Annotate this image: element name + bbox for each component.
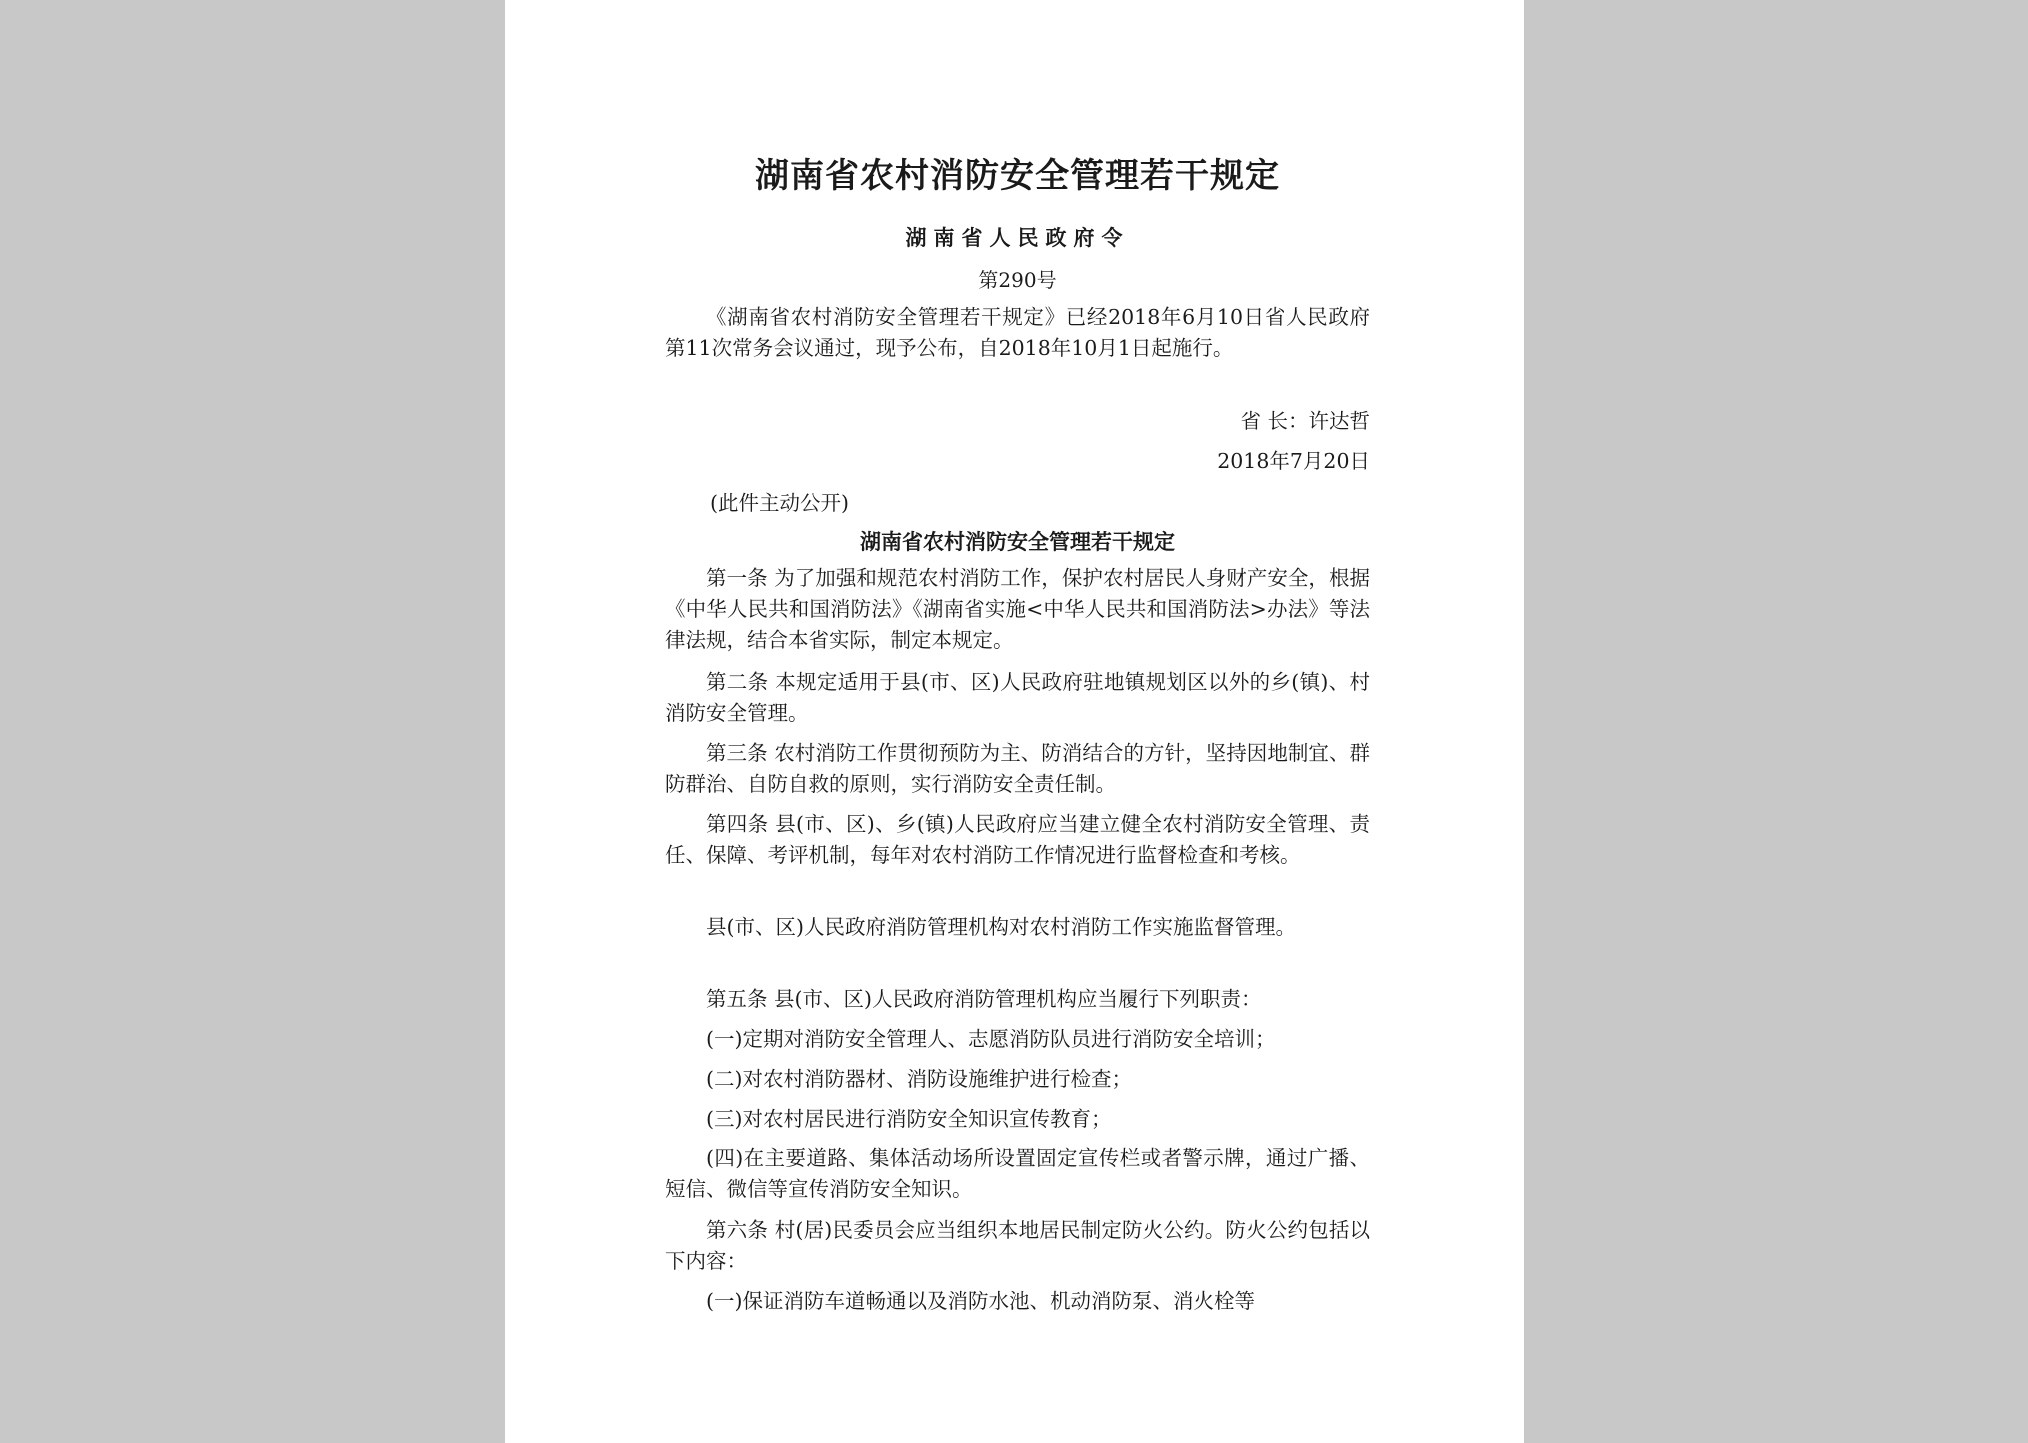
disclosure-note: (此件主动公开)	[710, 491, 849, 515]
governor-signature: 省 长：许达哲	[1240, 409, 1370, 433]
document-page	[505, 0, 1524, 1443]
article-1: 第一条 为了加强和规范农村消防工作，保护农村居民人身财产安全，根据《中华人民共和国消防法》《湖南省实施<中华人民共和国消防法>办法》等法律法规，结合本省实际，制定本规定。	[665, 566, 1370, 652]
article-5-item-4: (四)在主要道路、集体活动场所设置固定宣传栏或者警示牌，通过广播、短信、微信等宣传消防安全知识。	[665, 1146, 1370, 1201]
document-title: 湖南省农村消防安全管理若干规定	[755, 156, 1280, 196]
article-5-item-1: (一)定期对消防安全管理人、志愿消防队员进行消防安全培训；	[706, 1027, 1276, 1051]
article-2: 第二条 本规定适用于县(市、区)人民政府驻地镇规划区以外的乡(镇)、村消防安全管理。	[665, 670, 1370, 725]
article-5-item-2: (二)对农村消防器材、消防设施维护进行检查；	[706, 1067, 1132, 1091]
article-5-item-3: (三)对农村居民进行消防安全知识宣传教育；	[706, 1107, 1112, 1131]
promulgation-paragraph: 《湖南省农村消防安全管理若干规定》已经2018年6月10日省人民政府第11次常务会议通过，现予公布，自2018年10月1日起施行。	[665, 305, 1370, 360]
decree-issuer: 湖南省人民政府令	[905, 225, 1130, 250]
article-5: 第五条 县(市、区)人民政府消防管理机构应当履行下列职责：	[706, 987, 1262, 1011]
article-6-item-1: (一)保证消防车道畅通以及消防水池、机动消防泵、消火栓等	[706, 1289, 1255, 1313]
article-4: 第四条 县(市、区)、乡(镇)人民政府应当建立健全农村消防安全管理、责任、保障、考评机制，每年对农村消防工作情况进行监督检查和考核。	[665, 812, 1370, 867]
article-6: 第六条 村(居)民委员会应当组织本地居民制定防火公约。防火公约包括以下内容：	[665, 1218, 1370, 1273]
decree-number: 第290号	[978, 268, 1057, 292]
signing-date: 2018年7月20日	[1217, 449, 1370, 473]
regulation-title: 湖南省农村消防安全管理若干规定	[860, 529, 1175, 554]
article-3: 第三条 农村消防工作贯彻预防为主、防消结合的方针，坚持因地制宜、群防群治、自防自救的原则，实行消防安全责任制。	[665, 741, 1370, 796]
article-4-clause-2: 县(市、区)人民政府消防管理机构对农村消防工作实施监督管理。	[706, 915, 1296, 939]
